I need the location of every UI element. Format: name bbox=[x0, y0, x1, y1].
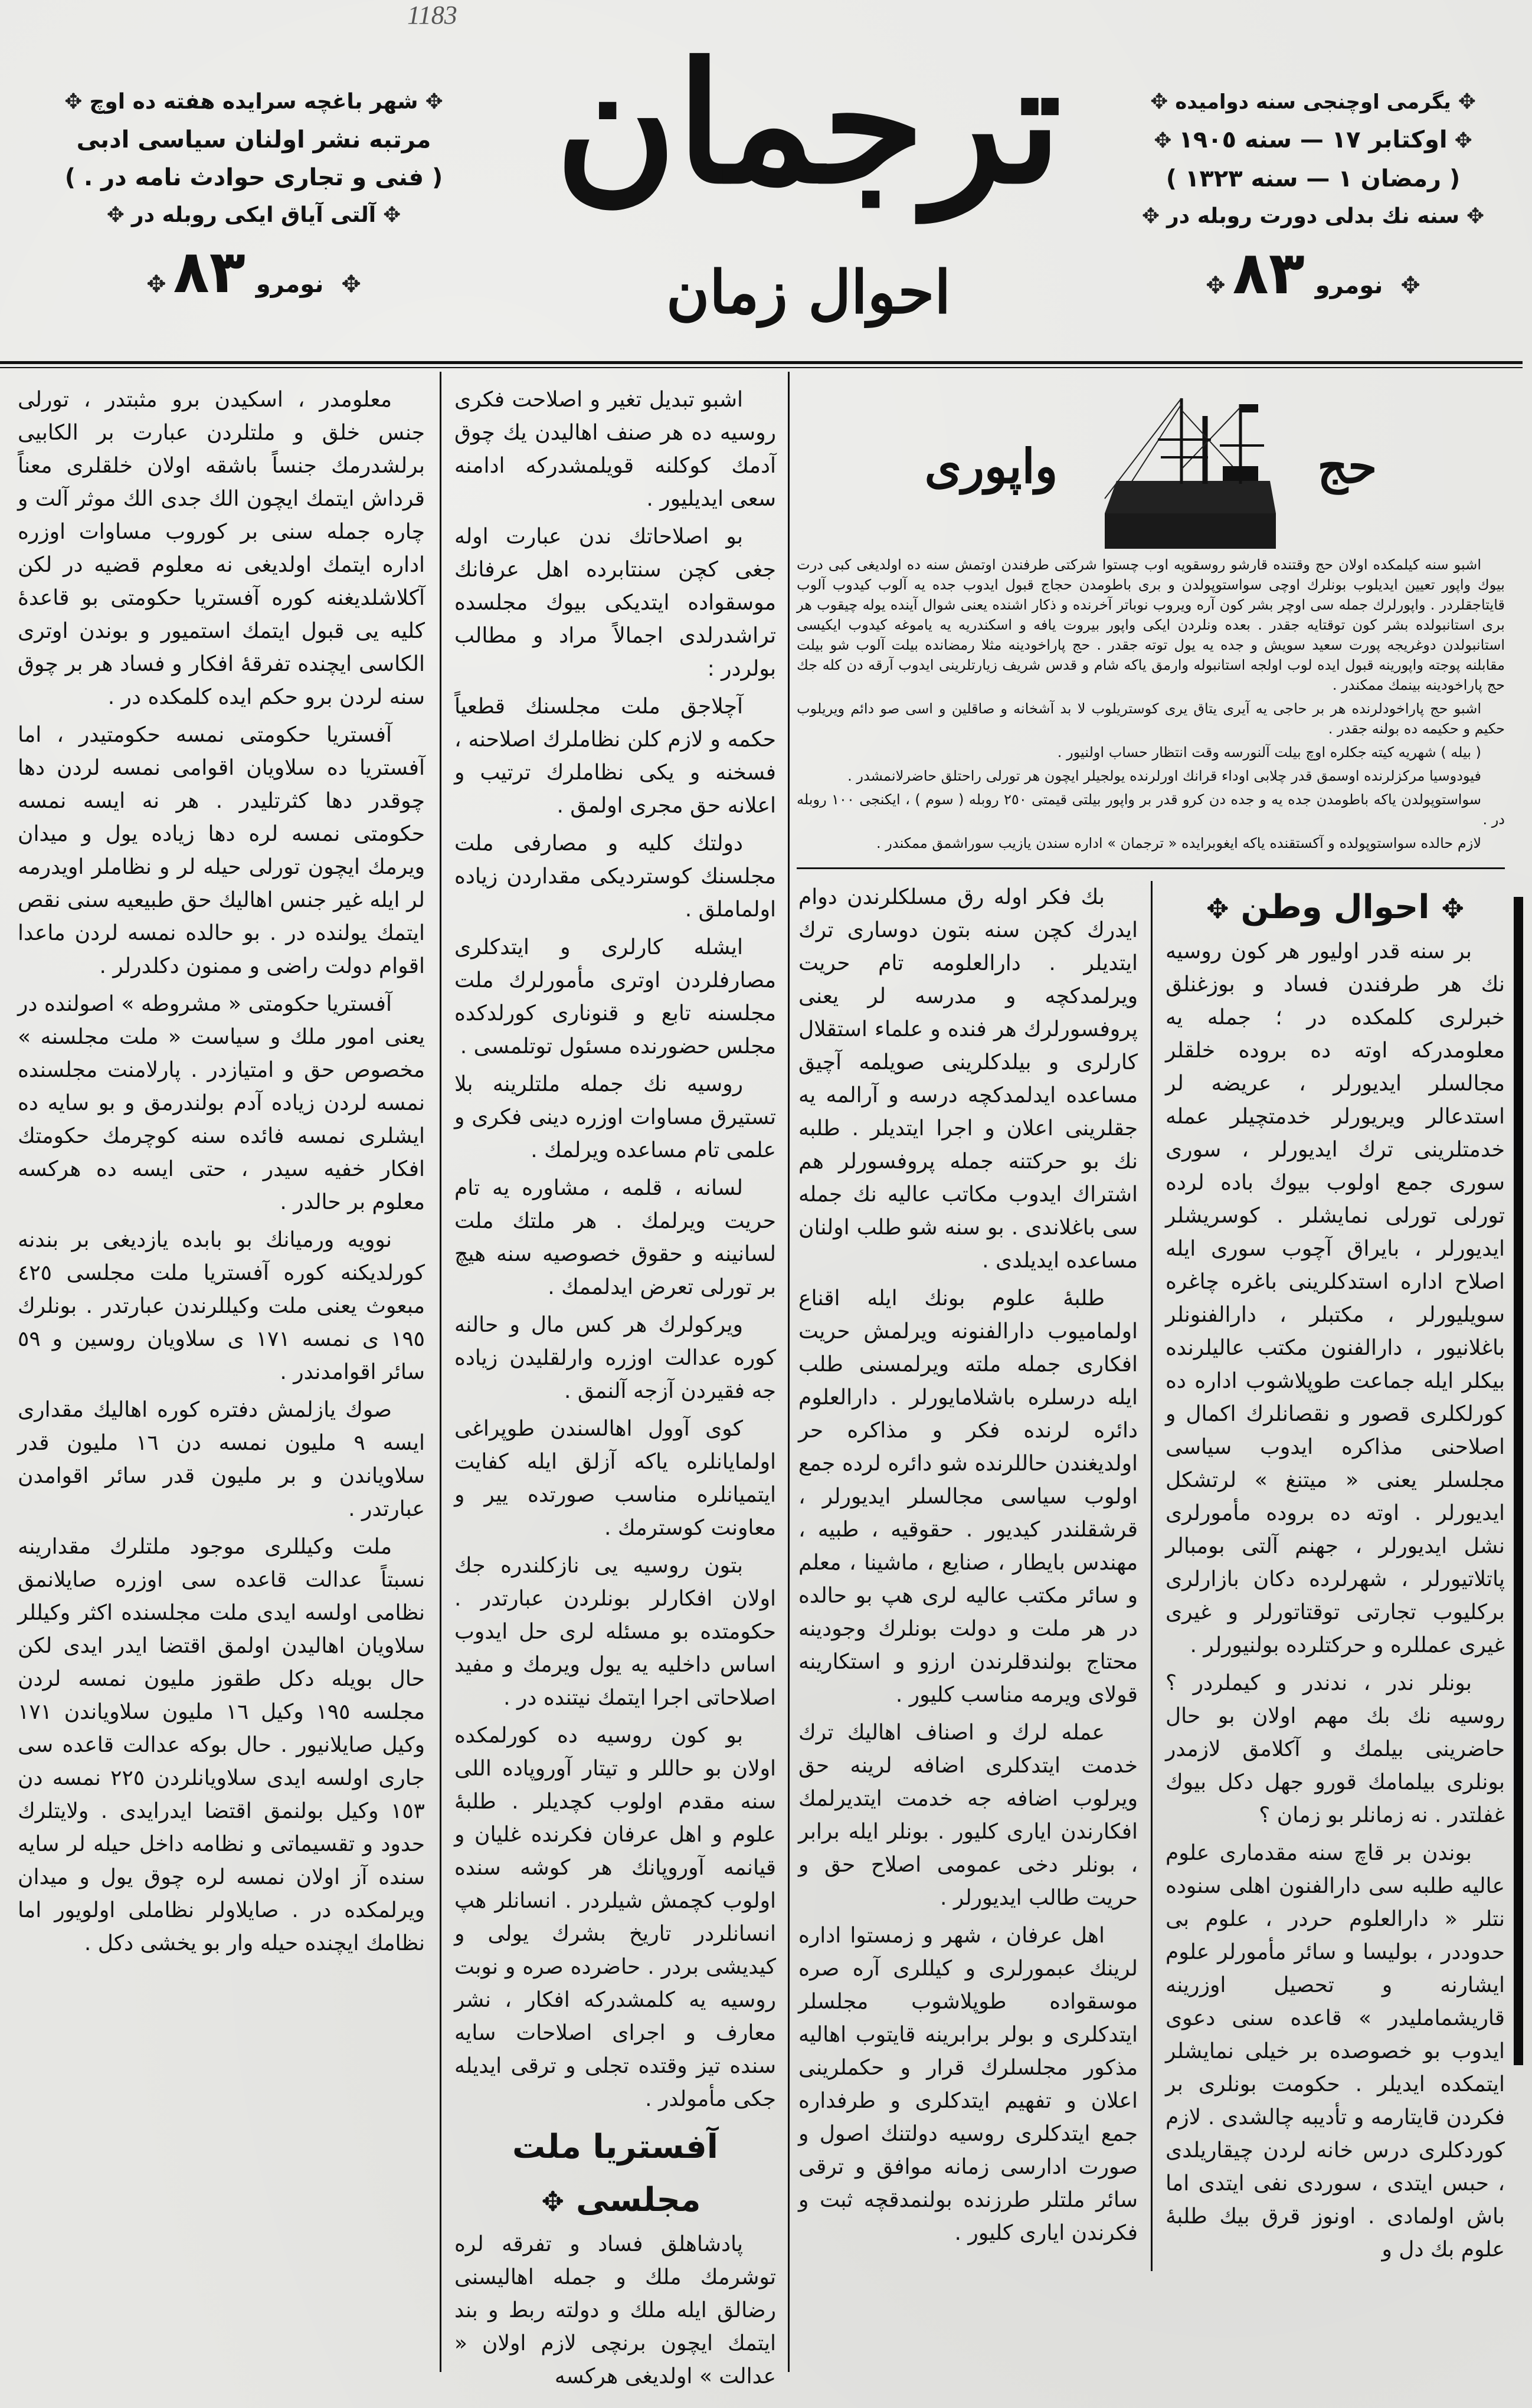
masthead-hijri-date: ( رمضان ١ — سنه ١٣٢٣ ) bbox=[1166, 165, 1461, 192]
paragraph: ملت وكيللرى موجود ملتلرك مقدارينه نسبتاً عدالت قاعده سى اوزره صايلانمق نظامى اولسه ايدى ملت مجلسنده اكثر وكيللر سلاويان اهاليدن اولمق اقتضا ايدر ايدى لكن حال بويله دكل طقوز مليون نمسه لردن مجلسه ١٩٥ وكيل ١٦ مليون سلاوياندن ١٧١ وكيل صايلانيور . حال بوكه عدالت قاعده سى جارى اولسه ايدى سلاويانلردن ٢٢٥ نمسه دن ١٥٣ وكيل بولنمق اقتضا ايدرايدى . ولايتلرك حدود و تقسيماتى و نظامه داخل حيله لر سايه سنده آز اولان نمسه لره چوق يول و ميدان ويرلمكده در . صايلاولر نظاملى اولويور اما نظامك ايچنده حيله وار بو يخشى دكل . bbox=[18, 1535, 425, 1955]
column-2-body bbox=[454, 384, 776, 2116]
paragraph: پادشاهلق فساد و تفرقه لره توشرمك ملك و جمله اهاليسنى رضالق ايله ملك و دولته ربط و بند ايتمك ايچون برنچى لازم اولان « عدالت » اولديغى هركسه bbox=[454, 2232, 776, 2389]
paragraph: اشبو حج پاراخودلرنده هر بر حاجى يه آيرى يتاق يرى كوستريلوب لا بد آشخانه و صاقلين و اسى صو دائم ويريلوب حكيم و حكيمه ده بولنه جقدر . bbox=[797, 700, 1505, 737]
masthead-left-line-4: ✥آلتى آياق ايكى روبله در✥ bbox=[106, 203, 401, 227]
column-4 bbox=[1151, 881, 1505, 2271]
header-rule-thin bbox=[0, 367, 1523, 368]
column-divider bbox=[440, 372, 441, 2372]
paragraph: آفستريا حكومتى « مشروطه » اصولنده در يعنى امور ملك و سياست « ملت مجلسنه » مخصوص حق و امتيازدر . پارلامنت مجلسنده نمسه لردن زياده آدم بولندرمق و بو سايه ده ايشلرى نمسه فائده سنه كوچرمك حكومتك افكار خفيه سيدر ، حتى ايسه ده هركسه معلوم بر حالدر . bbox=[18, 992, 425, 1214]
ornament-icon: ✥ bbox=[1154, 129, 1172, 153]
hajj-steamer-notice bbox=[797, 378, 1505, 853]
column-1 bbox=[18, 384, 425, 1965]
article-heading-homeland-news: ✥احوال وطن✥ bbox=[1206, 888, 1464, 926]
ornament-icon: ✥ bbox=[106, 203, 125, 227]
masthead-left-block bbox=[12, 89, 496, 317]
ornament-icon: ✥ bbox=[1206, 893, 1229, 925]
ornament-icon: ✥ bbox=[1141, 204, 1160, 228]
column-divider bbox=[788, 372, 790, 2372]
paragraph: بو كون روسيه ده كورلمكده اولان بو حاللر و تيتار آوروپاده اللى سنه مقدم اولوب كچديلر . طلبهٔ علوم و اهل عرفان فكرنده غليان و قيانمه آوروپانك هر كوشه سنده اولوب كچمش شيلردر . انسانلر هپ انسانلردر تاريخ بشرك يولى و كيديشى بردر . حاضرده صره و نوبت روسيه يه كلمشدركه افكار ، نشر معارف و اجراى اصلاحات سايه سنده تيز وقتده تجلى و ترقى ايديله جكى مأمولدر . bbox=[454, 1724, 776, 2111]
paragraph: لسانه ، قلمه ، مشاوره يه تام حريت ويرلمك . هر ملتك ملت لسانينه و حقوق خصوصيه سنه هيچ بر تورلى تعرض ايدلممك . bbox=[454, 1176, 776, 1299]
masthead-left-line-2: مرتبه نشر اولنان سياسى ادبى bbox=[76, 126, 431, 153]
issue-number-left: ✥نومرو٨٣✥ bbox=[146, 237, 361, 306]
ornament-icon: ✥ bbox=[1466, 204, 1485, 228]
archive-mark: 1183 bbox=[407, 1, 457, 30]
newspaper-title-logo: ترجمان bbox=[555, 27, 1062, 221]
paragraph: ايشله كارلرى و ايتدكلرى مصارفلردن اوترى مأمورلرك ملت مجلسنه تابع و قنونارى كورلدكده مجلس حضورنده مسئول توتلمسى . bbox=[454, 935, 776, 1059]
paragraph: اهل عرفان ، شهر و زمستوا اداره لرينك عبمورلرى و كيللرى آره صره موسقواده طوپلاشوب مجلسلر ايتدكلرى و بولر برابرينه قايتوب اهاليه مذكور مجلسلرك قرار و حكملرينى اعلان و تفهيم ايتدكلرى و طرفداره جمع ايتدكلرى روسيه دولتنك اصول و صورت ادارسى زمانه موافق و ترقى سائر ملتلر طرزنده بولنمدقچه ثبت و فكرندن ايارى كليور . bbox=[798, 1924, 1138, 2245]
ornament-icon: ✥ bbox=[64, 90, 83, 114]
masthead-date: ✥اوكتابر ١٧ — سنه ١٩٠٥✥ bbox=[1154, 126, 1472, 153]
paragraph: نوويه ورميانك بو بابده يازديغى بر بندنه كورلديكنه كوره آفستريا ملت مجلسى ٤٢٥ مبعوث يعنى ملت وكيللرندن عبارتدر . بونلرك ١٩٥ ى نمسه ١٧١ ى سلاويان روسين و ٥٩ سائر اقوامدندر . bbox=[18, 1228, 425, 1384]
paragraph: بتون روسيه يى نازكلندره جك اولان افكارلر بونلردن عبارتدر . حكومتده بو مسئله لرى حل ايدوب اساس داخليه يه يول ويرمك و مفيد اصلاحاتى اجرا ايتمك نيتنده در . bbox=[454, 1554, 776, 1710]
ornament-icon: ✥ bbox=[1150, 90, 1168, 114]
ornament-icon: ✥ bbox=[1206, 272, 1226, 299]
paragraph: ( بيله ) شهريه كيته جكلره اوچ بيلت آلنورسه وقت انتظار حساب اولنيور . bbox=[1057, 744, 1481, 761]
paragraph: بونلر ندر ، ندندر و كيملردر ؟ روسيه نك بك مهم اولان بو حال حاضرينى بيلمك و آكلامق لازمدر بونلرى بيلمامك قورو جهل دكل بيوك غفلتدر . نه زمانلر بو زمان ؟ bbox=[1166, 1671, 1505, 1827]
ornament-icon: ✥ bbox=[541, 2186, 564, 2217]
ornament-icon: ✥ bbox=[341, 271, 361, 298]
issue-number-right: ✥نومرو٨٣✥ bbox=[1206, 238, 1420, 307]
paragraph: معلومدر ، اسكيدن برو مثبتدر ، تورلى جنس خلق و ملتلردن عبارت بر الكابيى برلشدرمك جنساً باشقه اولان خلقلرى معناً قرداش ايتمك ايچون الك جدى الك موثر آلت و چاره جمله سنى بر كوروب مساوات اوزره اداره ايتمك اولديغى نه معلوم قضيه در لكن آكلاشلديغنه كوره آفستريا حكومتى بو قاعدهٔ كليه يى قبول ايتمك استميور و بوندن اوترى الكاسى ايچنده تفرقهٔ افكار و فساد هر بر چوق سنه لردن برو حكم ايده كلمكده در . bbox=[18, 388, 425, 709]
steamship-illustration bbox=[1093, 381, 1282, 552]
ornament-icon: ✥ bbox=[1458, 90, 1476, 114]
paragraph: بوندن بر قاچ سنه مقدمارى علوم عاليه طلبه سى دارالفنون اهلى سنوده نتلر « دارالعلوم حردر ، علوم بى حدوددر ، بوليسا و سائر مأمورلر علوم ايشارنه و تحصيل اوزرينه قاريشمامليدر » قاعده سنى دعوى ايدوب بو خصوصده بر خيلى نمايشلر ايتمكده ايديلر . حكومت بونلرى بر فكردن قايتارمه و تأديبه چالشدى . لازم كوردكلرى درس خانه لردن چيقاريلدى ، حبس ايتدى ، سوردى نفى ايتدى اما باش اولمادى . اونوز قرق بيك طلبهٔ علوم بك دل و bbox=[1166, 1841, 1505, 2262]
paragraph: كوى آوول اهالسندن طوپراغى اولمايانلره ياكه آزلق ايله كفايت ايتميانلره مناسب صورتده يير و معاونت كوسترمك . bbox=[454, 1417, 776, 1540]
masthead-center bbox=[519, 6, 1098, 336]
ornament-icon: ✥ bbox=[146, 271, 166, 298]
paragraph: آچلاجق ملت مجلسنك قطعياً حكمه و لازم كلن نظاملرك اصلاحنه ، فسخنه و يكى نظاملرك ترتيب و اعلانه حق مجرى اولمق . bbox=[454, 694, 776, 818]
steamer-title: واپورى bbox=[924, 438, 1058, 494]
column-2-after bbox=[454, 2228, 776, 2393]
paragraph: طلبهٔ علوم بونك ايله اقناع اولماميوب دارالفنونه ويرلمش حريت افكارى جمله ملته ويرلمسنى طلب ايله درسلره باشلامايورلر . دارالعلوم دائره لرنده فكر و مذاكره حر اولديغندن حاللرنده شو دائره لرده جمع اولوب سياسى مجالسلر ايديورلر ، قرشقلندر كيديور . حقوقيه ، طبيه ، مهندس بايطار ، صنايع ، ماشينا ، معلم و سائر مكتب عاليه لرى هپ بو حالده در هر ملت و دولت بونلرك وجودينه محتاج بولندقلرندن ارزو و استكارينه قولاى ويرمه مناسب كليور . bbox=[798, 1286, 1138, 1707]
ornament-icon: ✥ bbox=[1454, 129, 1472, 153]
paragraph: فيودوسيا مركزلرنده اوسمق قدر چلابى اوداء قرانك اورلرنده يولجيلر ايچون هر تورلى راحتلق حاضرلانمشدر . bbox=[847, 768, 1481, 784]
hajj-title: حج bbox=[1317, 438, 1377, 494]
ornament-icon: ✥ bbox=[1441, 893, 1464, 925]
paragraph: عمله لرك و اصناف اهاليك ترك خدمت ايتدكلرى اضافه لرينه حق ويرلوب اضافه جه خدمت ايتديرلمك افكارندن ايارى كليور . بونلر ايله برابر ، بونلر دخى عمومى اصلاح حق و حريت طالب ايديورلر . bbox=[798, 1721, 1138, 1910]
masthead-left-line-1: ✥شهر باغچه سرايده هفته ده اوچ✥ bbox=[64, 90, 443, 114]
paragraph: اشبو سنه كيلمكده اولان حج وقتنده قارشو روسقويه اوب چستوا شركتى طرفندن اوتمش سنه ده اولديغى كبى درت بيوك واپور تعيين ايديلوب بونلرك اوچى سواستوپولدن و برى باطومدن حجاج قبول ايدوب جده يه آلوب كيدوب آلوب قايتاجقلردر . واپورلرك جمله سى اوچر بشر كون آره ويروب نوباتر آخرنده و ذكار اشنده يعنى شوال آينده يوله چيقوب هر برى استانبولده بشر كون توقتايه جقدر . بعده ونلردن ايكى واپور بيروت يافه و اسكندريه يه ياموغه كيدوب ايكيسى استانبولدن دوغريجه پورت سعيد سويش و جده يه يول توته جقدر . حج پاراخودينه مثلا رمضانده بيلت آلوب شو بيلت مقابلنه پوجته واپورينه قبول ايده لوب اولجه استانبوله وارمق ياكه شام و قدس شريف زيارتلرينى ايدوب آرقه دن كله جك حج پاراخودينه بينمك ممكندر . bbox=[797, 556, 1505, 693]
masthead-left-line-3: ( فنى و تجارى حوادث نامه در . ) bbox=[64, 164, 443, 191]
paragraph: صوك يازلمش دفتره كوره اهاليك مقدارى ايسه ٩ مليون نمسه دن ١٦ مليون قدر سلاوياندن و بر مليون قدر سائر اقوامدن عبارتدر . bbox=[18, 1398, 425, 1521]
column-4-body bbox=[1166, 935, 1505, 2266]
paragraph: ويركولرك هر كس مال و حالنه كوره عدالت اوزره وارلقليدن زياده جه فقيردن آزجه آلنمق . bbox=[454, 1313, 776, 1403]
paragraph: دولتك كليه و مصارفى ملت مجلسنك كوسترديكى مقداردن زياده اولماملق . bbox=[454, 831, 776, 922]
masthead-right-block bbox=[1109, 89, 1517, 318]
paragraph: لازم حالده سواستوپولده و آكستقنده ياكه ايغوبرايده « ترجمان » اداره سندن يازيب سوراشمق ممكندر . bbox=[876, 835, 1481, 851]
masthead-right-line-4: ✥سنه نك بدلى دورت روبله در✥ bbox=[1141, 204, 1485, 228]
column-2 bbox=[454, 384, 776, 2398]
paragraph: سواستوپولدن ياكه باطومدن جده يه و جده دن كرو قدر بر واپور بيلتى قيمتى ٢٥٠ روبله ( سوم ) ، ايكنجى ١٠٠ روبله در . bbox=[797, 791, 1505, 828]
paragraph: بو اصلاحاتك ندن عبارت اوله جغى كچن سنتابرده اهل عرفانك موسقواده ايتديكى بيوك مجلسده تراشدرلدى اجمالاً مراد و مطالب بولردر : bbox=[454, 525, 776, 681]
ornament-icon: ✥ bbox=[1400, 272, 1420, 299]
ornament-icon: ✥ bbox=[383, 203, 401, 227]
article-heading-austria-parliament: آفستريا ملت مجلسى✥ bbox=[512, 2128, 718, 2219]
paragraph: اشبو تبديل تغير و اصلاحت فكرى روسيه ده هر صنف اهاليدن يك چوق آدمك كوكلنه قويلمشدركه ادامنه سعى ايديليور . bbox=[454, 388, 776, 511]
column-3 bbox=[798, 881, 1151, 2271]
lower-columns bbox=[797, 867, 1505, 2271]
paragraph: بك فكر اوله رق مسلكلرندن دوام ايدرك كچن سنه بتون دوسارى ترك ايتديلر . دارالعلومه تام حريت ويرلمدكچه و مدرسه لر يعنى پروفسورلرك هر فنده و علماء استقلال كارلرى و بيلدكلرينى صويلمه آچيق مساعده ايدلمدكچه درسه و آرالمه يه جقلرينى اعلان و اجرا ايتديلر . طلبه نك بو حركتنه جمله پروفسورلر هم اشتراك ايدوب مكاتب عاليه نك جمله سى باغلاندى . بو سنه شو طلب اولنان مساعده ايديلدى . bbox=[798, 885, 1138, 1273]
ornament-icon: ✥ bbox=[425, 90, 443, 114]
header-rule bbox=[0, 361, 1523, 364]
binding-edge bbox=[1514, 897, 1523, 2065]
paragraph: روسيه نك جمله ملتلرينه بلا تستيرق مساوات اوزره دينى فكرى و علمى تام مساعده ويرلمك . bbox=[454, 1072, 776, 1162]
newspaper-subtitle: احوال زمان bbox=[666, 257, 951, 327]
masthead-right-line-1: ✥يگرمى اوچنجى سنه دواميده✥ bbox=[1150, 90, 1476, 114]
hajj-body bbox=[797, 555, 1505, 853]
right-area bbox=[797, 378, 1505, 2271]
paragraph: آفستريا حكومتى نمسه حكومتيدر ، اما آفستريا ده سلاويان اقوامى نمسه لردن دها چوقدر دها كثرتليدر . هر نه ايسه نمسه حكومتى نمسه لره دها زياده يول و ميدان ويرمك ايچون تورلى حيله لر و نظاملر اويدرمه لر ايله غير جنس اهاليك حق طبيعيه سنى نقص ايتمك يولنده در . بو حالده نمسه لردن ماعدا اقوام دولت راضى و ممنون دكلدرلر . bbox=[18, 723, 425, 978]
paragraph: بر سنه قدر اوليور هر كون روسيه نك هر طرفندن فساد و بوزغنلق خبرلرى كلمكده در ؛ جمله يه معلومدركه اوته ده بروده خلقلر مجالسلر ايديورلر ، عريضه لر استدعالر ويريورلر خدمتچيلر عمله خدمتلرينى ترك ايديورلر ، سورى سورى جمع اولوب بيوك باده لرده تورلى تورلى نمايشلر . كوسريشلر ايديورلر ، بايراق آچوب سورى ايله اصلاح اداره استدكلرينى باغره چاغره سويليورلر ، مكتبلر ، دارالفنونلر باغلانيور ، دارالفنون مكتب عاليلرنده بيكلر ايله جماعت طوپلاشوب اداره ده كورلكلرى قصور و نقصانلرك اكمال و اصلاحنى مذاكره ايدوب سياسى مجلسلر يعنى « ميتنغ » لرتشكل ايديورلر . اوته ده بروده مأمورلرى نشل ايديورلر ، جهنم آلتى بومبالر پاتلاتيورلر ، شهرلرده دكان بازارلرى بركليوب تجارتى توقتاتورلر و غيرى غيرى عمللره و حركتلرده بولنيورلر . bbox=[1166, 939, 1505, 1657]
